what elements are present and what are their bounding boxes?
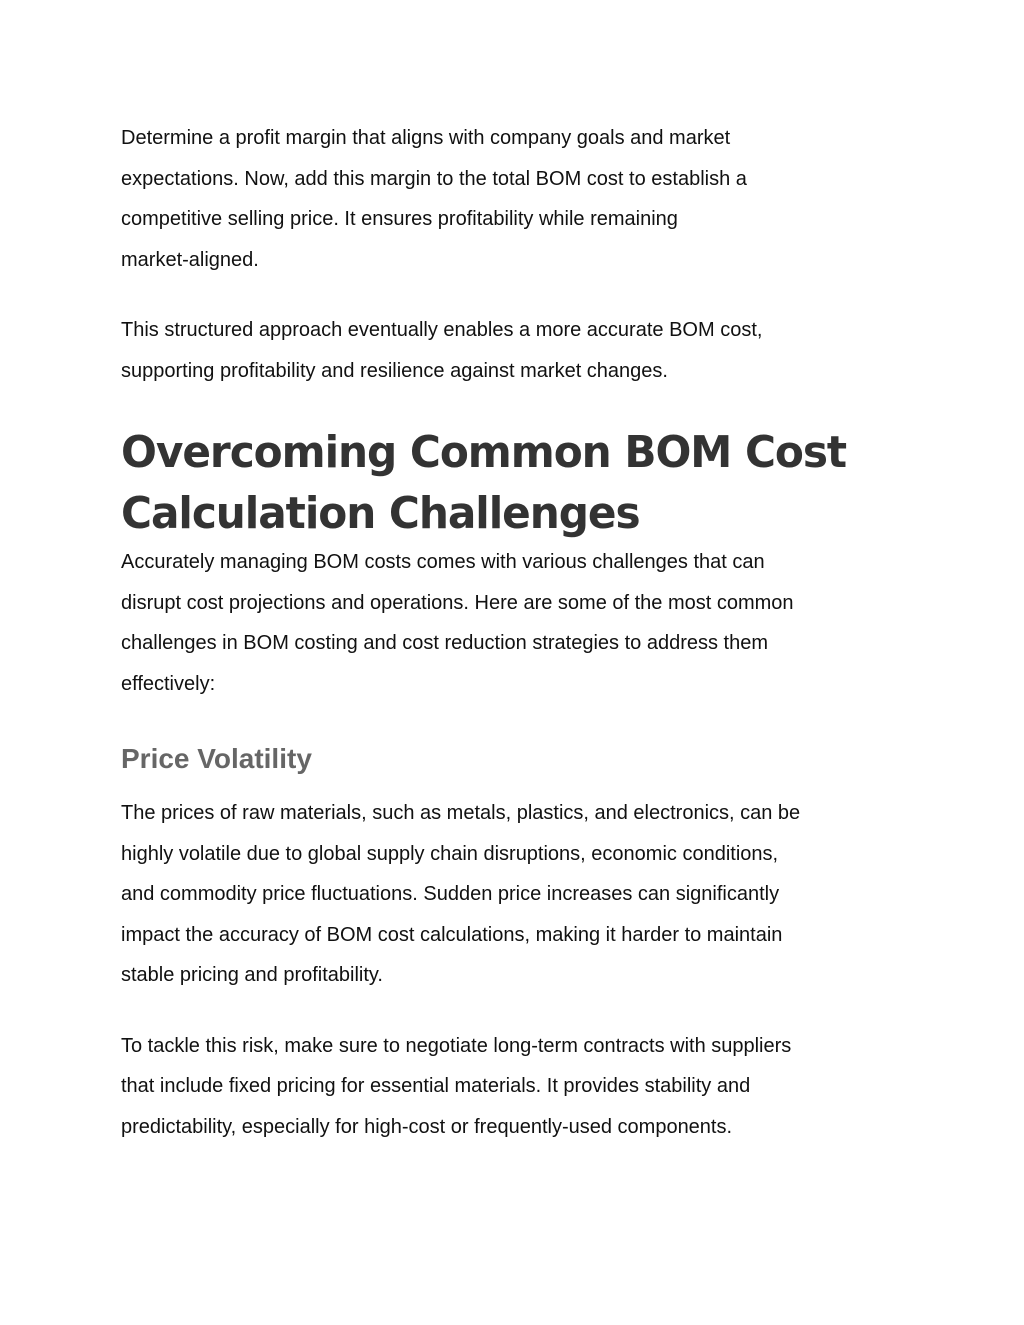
section-heading: [121, 422, 870, 544]
text-line: highly volatile due to global supply chain disruptions, economic conditions,: [121, 842, 779, 865]
text-line: The prices of raw materials, such as metals, plastics, and electronics, can be: [121, 802, 801, 824]
profit-margin-paragraph: [121, 118, 901, 280]
text-line: competitive selling price. It ensures profitability while remaining: [121, 208, 678, 230]
risk-mitigation-paragraph: [121, 1026, 901, 1148]
text-line: market-aligned.: [121, 248, 259, 271]
spacer: [121, 704, 901, 741]
text-line: supporting profitability and resilience against market changes.: [121, 359, 668, 382]
text-line: effectively:: [121, 672, 216, 695]
text-line: impact the accuracy of BOM cost calculations, making it harder to maintain: [121, 923, 783, 946]
heading-line: Calculation Challenges: [121, 488, 640, 539]
text-line: Determine a profit margin that aligns with company goals and market: [121, 127, 731, 149]
text-line: stable pricing and profitability.: [121, 964, 383, 986]
structured-approach-paragraph: [121, 310, 901, 391]
text-line: that include fixed pricing for essential materials. It provides stability and: [121, 1075, 751, 1097]
spacer: [121, 996, 901, 1026]
price-volatility-paragraph: [121, 793, 901, 996]
spacer: [121, 280, 901, 310]
text-line: Accurately managing BOM costs comes with various challenges that can: [121, 551, 765, 573]
document-content: [121, 118, 901, 1147]
text-line: disrupt cost projections and operations. Here are some of the most common: [121, 591, 794, 614]
heading-line: Overcoming Common BOM Cost: [121, 427, 847, 478]
section-intro-paragraph: [121, 542, 901, 704]
spacer: [121, 777, 901, 793]
subsection-heading: Price Volatility: [121, 743, 312, 774]
text-line: This structured approach eventually enables a more accurate BOM cost,: [121, 319, 763, 341]
text-line: expectations. Now, add this margin to the total BOM cost to establish a: [121, 167, 747, 190]
text-line: challenges in BOM costing and cost reduction strategies to address them: [121, 632, 769, 654]
text-line: predictability, especially for high-cost or frequently-used components.: [121, 1115, 733, 1138]
text-line: To tackle this risk, make sure to negotiate long-term contracts with suppliers: [121, 1034, 792, 1057]
spacer: [121, 391, 901, 422]
text-line: and commodity price fluctuations. Sudden price increases can significantly: [121, 883, 780, 905]
